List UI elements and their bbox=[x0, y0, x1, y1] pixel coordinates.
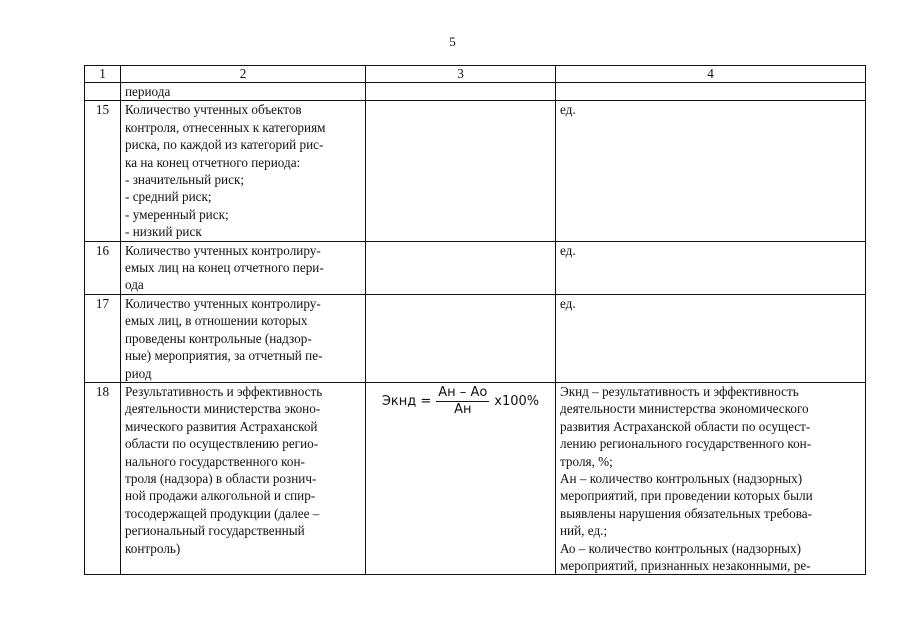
indicators-table bbox=[84, 65, 866, 575]
indicator-line: риска, по каждой из категорий рис- bbox=[125, 137, 324, 153]
indicator-line: области по осуществлению регио- bbox=[125, 436, 319, 452]
indicator-cell bbox=[121, 101, 366, 241]
unit-line: Ао – количество контрольных (надзорных) bbox=[560, 540, 802, 556]
indicator-line: емых лиц на конец отчетного пери- bbox=[125, 260, 324, 276]
indicator-line: Результативность и эффективность bbox=[125, 383, 323, 399]
table-row bbox=[85, 83, 866, 101]
formula-cell bbox=[366, 294, 556, 382]
indicator-line: деятельности министерства эконо- bbox=[125, 401, 321, 417]
formula-lhs: Экнд = bbox=[381, 393, 432, 409]
table-row bbox=[85, 241, 866, 294]
unit-line: троля, %; bbox=[560, 453, 613, 469]
indicator-line: - умеренный риск; bbox=[125, 206, 229, 222]
unit-line: Ан – количество контрольных (надзорных) bbox=[560, 470, 803, 486]
indicator-line: контроль) bbox=[125, 540, 181, 556]
indicator-cell bbox=[121, 241, 366, 294]
indicator-cell bbox=[121, 83, 366, 101]
indicator-line: ка на конец отчетного периода: bbox=[125, 154, 301, 170]
column-number: 3 bbox=[366, 66, 556, 83]
indicator-line: троля (надзора) в области рознич- bbox=[125, 470, 317, 486]
formula-numerator: Ан – Ао bbox=[438, 384, 488, 400]
unit-cell bbox=[556, 382, 866, 574]
unit-line: мероприятий, признанных незаконными, ре- bbox=[560, 557, 811, 573]
indicator-line: ода bbox=[125, 277, 144, 293]
indicator-line: контроля, отнесенных к категориям bbox=[125, 119, 326, 135]
table-row bbox=[85, 101, 866, 241]
formula-cell bbox=[366, 382, 556, 574]
column-number: 1 bbox=[85, 66, 121, 83]
indicator-line: Количество учтенных контролиру- bbox=[125, 295, 321, 311]
row-number: 15 bbox=[85, 101, 121, 241]
formula-cell bbox=[366, 83, 556, 101]
indicator-line: ные) мероприятия, за отчетный пе- bbox=[125, 348, 323, 364]
unit-cell bbox=[556, 294, 866, 382]
formula-cell bbox=[366, 241, 556, 294]
indicator-cell bbox=[121, 382, 366, 574]
table-row bbox=[85, 294, 866, 382]
row-number: 16 bbox=[85, 241, 121, 294]
formula-denominator: Ан bbox=[454, 401, 472, 417]
unit-line: Экнд – результативность и эффективность bbox=[560, 383, 799, 399]
indicator-line: риод bbox=[125, 365, 152, 381]
column-number: 4 bbox=[556, 66, 866, 83]
indicator-line: Количество учтенных контролиру- bbox=[125, 242, 321, 258]
unit-line: развития Астраханской области по осущест- bbox=[560, 418, 811, 434]
unit-line: выявлены нарушения обязательных требова- bbox=[560, 505, 813, 521]
table-row bbox=[85, 382, 866, 574]
page-number: 5 bbox=[449, 34, 456, 49]
unit-line: ний, ед.; bbox=[560, 523, 608, 539]
indicator-line: - значительный риск; bbox=[125, 172, 245, 188]
unit-cell bbox=[556, 241, 866, 294]
indicator-line: - низкий риск bbox=[125, 224, 202, 240]
unit-cell bbox=[556, 83, 866, 101]
unit-line: ед. bbox=[560, 295, 576, 311]
indicator-line: региональный государственный bbox=[125, 523, 305, 539]
indicator-line: тосодержащей продукции (далее – bbox=[125, 505, 320, 521]
unit-line: ед. bbox=[560, 242, 576, 258]
unit-line: деятельности министерства экономического bbox=[560, 401, 809, 417]
efficiency-formula bbox=[370, 385, 551, 418]
formula-fraction bbox=[436, 385, 489, 418]
formula-rhs: х100% bbox=[494, 393, 540, 409]
indicator-line: ной продажи алкогольной и спир- bbox=[125, 488, 316, 504]
column-number-row bbox=[85, 66, 866, 83]
row-number: 18 bbox=[85, 382, 121, 574]
indicator-line: нального государственного кон- bbox=[125, 453, 305, 469]
row-number bbox=[85, 83, 121, 101]
indicator-line: Количество учтенных объектов bbox=[125, 102, 302, 118]
indicator-line: емых лиц, в отношении которых bbox=[125, 313, 308, 329]
row-number: 17 bbox=[85, 294, 121, 382]
indicator-line: мического развития Астраханской bbox=[125, 418, 318, 434]
unit-line: ед. bbox=[560, 102, 576, 118]
unit-line: лению регионального государственного кон- bbox=[560, 436, 812, 452]
unit-cell bbox=[556, 101, 866, 241]
column-number: 2 bbox=[121, 66, 366, 83]
indicator-cell bbox=[121, 294, 366, 382]
indicator-line: - средний риск; bbox=[125, 189, 212, 205]
formula-cell bbox=[366, 101, 556, 241]
unit-line: мероприятий, при проведении которых были bbox=[560, 488, 813, 504]
indicator-line: проведены контрольные (надзор- bbox=[125, 330, 312, 346]
indicator-line: периода bbox=[125, 84, 171, 99]
